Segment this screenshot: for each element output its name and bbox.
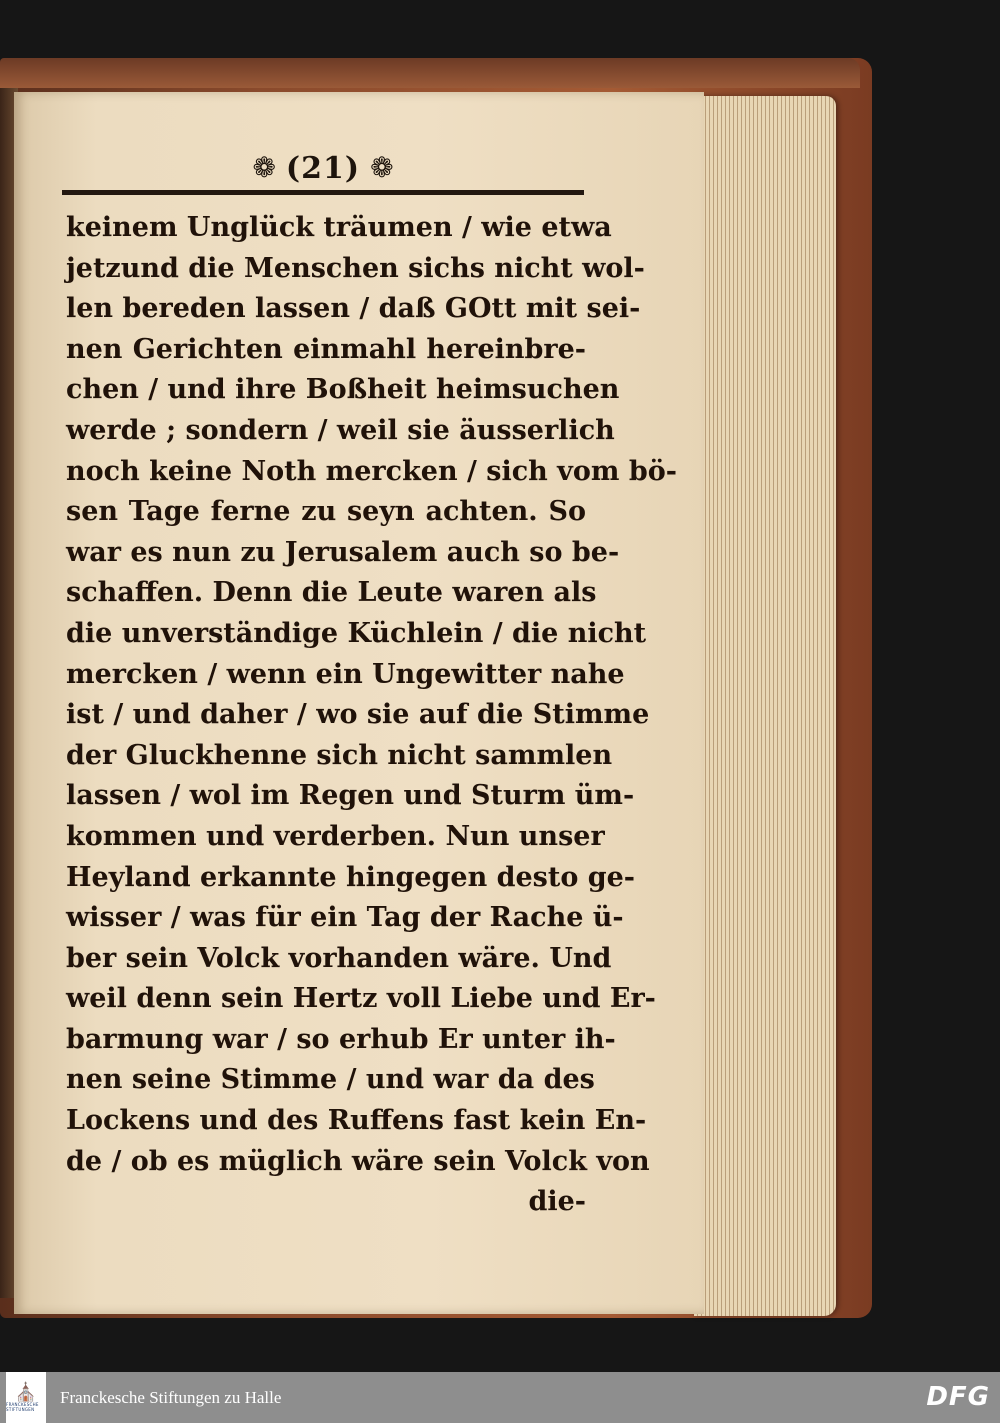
text-line: lassen / wol im Regen und Sturm üm-: [66, 780, 635, 812]
institution-name[interactable]: Franckesche Stiftungen zu Halle: [60, 1387, 282, 1407]
logo-text: FRANCKESCHE STIFTUNGEN: [6, 1401, 39, 1412]
orphanage-building-icon: ⛪: [14, 1381, 38, 1403]
text-line: war es nun zu Jerusalem auch so be-: [66, 536, 620, 568]
page-number: (21): [285, 150, 361, 186]
text-line: ist / und daher / wo sie auf die Stimme: [66, 699, 650, 731]
text-line: nen seine Stimme / und war da des: [66, 1064, 595, 1096]
text-line: der Gluckhenne sich nicht sammlen: [66, 739, 613, 771]
ornament-left-icon: ❁: [252, 151, 276, 184]
viewer-footer: [0, 1372, 1000, 1423]
text-line: werde ; sondern / weil sie äusserlich: [66, 414, 615, 446]
text-line: barmung war / so erhub Er unter ih-: [66, 1023, 616, 1055]
text-line: keinem Unglück träumen / wie etwa: [66, 212, 612, 243]
text-line: noch keine Noth mercken / sich vom bö-: [66, 455, 677, 487]
text-line: kommen und verderben. Nun unser: [66, 820, 605, 852]
text-line: Lockens und des Ruffens fast kein En-: [66, 1105, 647, 1137]
text-line: ber sein Volck vorhanden wäre. Und: [66, 942, 612, 974]
dfg-logo[interactable]: DFG: [926, 1382, 990, 1412]
institution-logo[interactable]: [6, 1372, 46, 1423]
text-line: Heyland erkannte hingegen desto ge-: [66, 861, 636, 893]
page-text: [66, 208, 677, 1223]
header-rule: [62, 190, 584, 195]
text-line: weil denn sein Hertz voll Liebe und Er-: [66, 983, 656, 1015]
book-cover-top-edge: [0, 58, 860, 88]
text-line: de / ob es müglich wäre sein Volck von: [66, 1145, 650, 1177]
text-line: jetzund die Menschen sichs nicht wol-: [66, 252, 645, 284]
text-line: nen Gerichten einmahl hereinbre-: [66, 333, 586, 365]
ornament-right-icon: ❁: [370, 151, 394, 184]
text-line: sen Tage ferne zu seyn achten. So: [66, 496, 586, 528]
page-fore-edge: [694, 96, 836, 1316]
page-header: [60, 146, 586, 190]
text-line: len bereden lassen / daß GOtt mit sei-: [66, 293, 641, 325]
text-line: mercken / wenn ein Ungewitter nahe: [66, 658, 625, 690]
text-line: schaffen. Denn die Leute waren als: [66, 577, 597, 609]
text-line: wisser / was für ein Tag der Rache ü-: [66, 902, 624, 934]
text-line: die-: [528, 1186, 586, 1218]
text-line: chen / und ihre Boßheit heimsuchen: [66, 374, 620, 406]
text-line: die unverständige Küchlein / die nicht: [66, 617, 647, 649]
